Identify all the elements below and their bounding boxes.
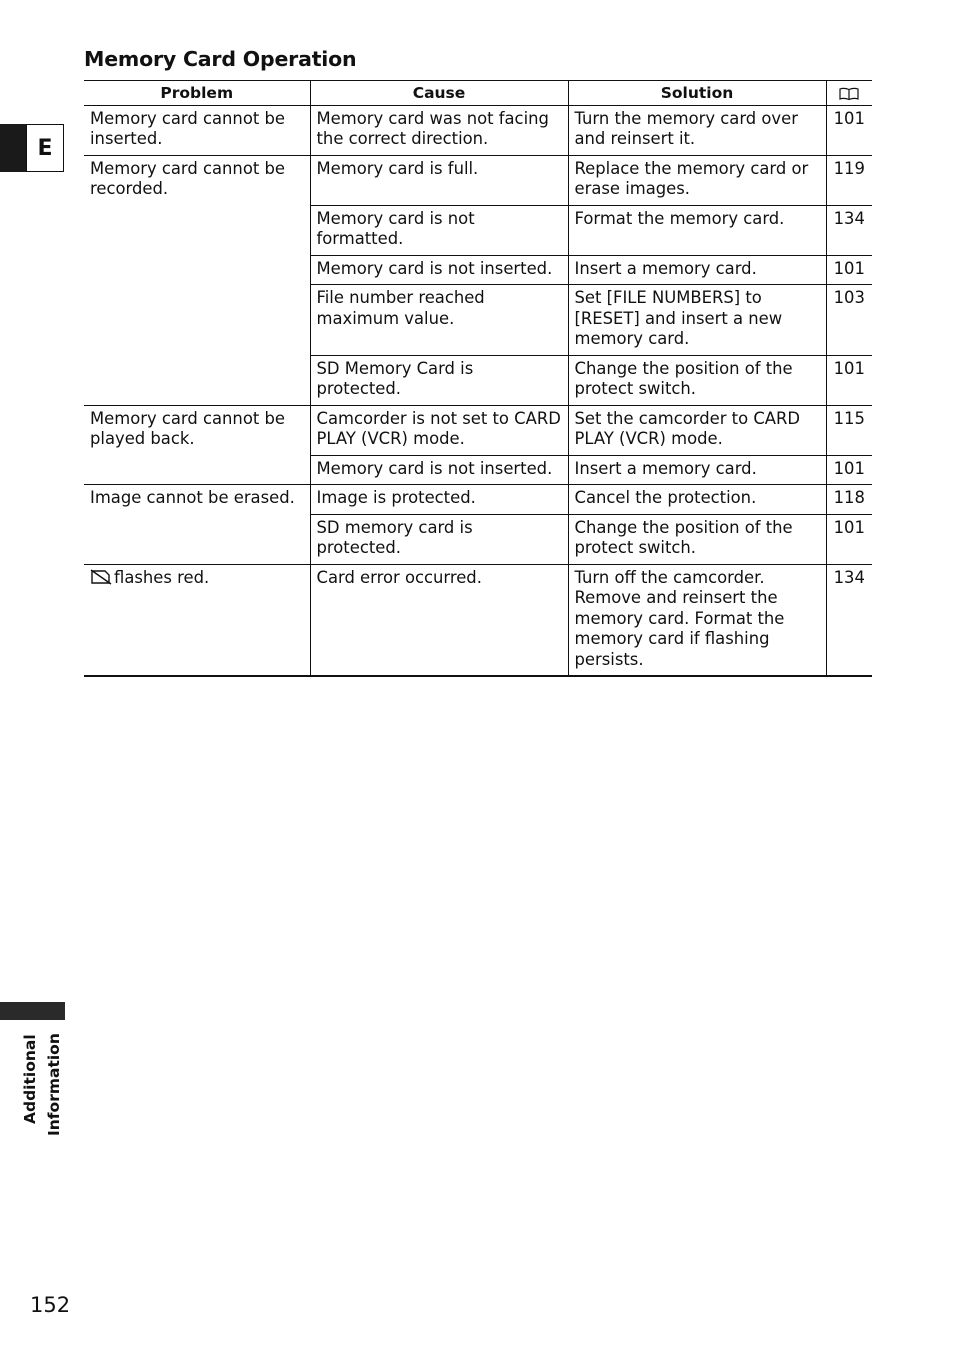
solution-cell: Replace the memory card or erase images.: [568, 155, 826, 205]
problem-cell: Memory card cannot be inserted.: [84, 105, 310, 155]
page-cell: 101: [826, 355, 872, 405]
header-problem: Problem: [84, 81, 310, 106]
page-cell: 115: [826, 405, 872, 455]
memory-card-icon: [90, 569, 112, 585]
cause-cell: Memory card was not facing the correct direction.: [310, 105, 568, 155]
page-cell: 101: [826, 514, 872, 564]
solution-cell: Insert a memory card.: [568, 455, 826, 485]
problem-cell: Memory card cannot be recorded.: [84, 155, 310, 405]
side-label-line2: Information: [45, 1033, 63, 1136]
cause-cell: Memory card is not inserted.: [310, 455, 568, 485]
problem-text: flashes red.: [114, 567, 210, 587]
cause-cell: Memory card is full.: [310, 155, 568, 205]
solution-cell: Change the position of the protect switch.: [568, 514, 826, 564]
problem-cell: [84, 564, 310, 676]
side-section-label: [22, 1030, 70, 1140]
cause-cell: File number reached maximum value.: [310, 285, 568, 356]
problem-cell: Memory card cannot be played back.: [84, 405, 310, 485]
cause-cell: Image is protected.: [310, 485, 568, 515]
page-number: 152: [30, 1293, 71, 1317]
header-solution: Solution: [568, 81, 826, 106]
table-row: [84, 564, 872, 676]
solution-cell: Set the camcorder to CARD PLAY (VCR) mode.: [568, 405, 826, 455]
book-icon: [839, 87, 859, 101]
page-cell: 101: [826, 455, 872, 485]
section-tab-bar: [0, 1002, 65, 1020]
solution-cell: Set [FILE NUMBERS] to [RESET] and insert a new memory card.: [568, 285, 826, 356]
header-page: [826, 81, 872, 106]
cause-cell: Memory card is not formatted.: [310, 205, 568, 255]
solution-cell: Insert a memory card.: [568, 255, 826, 285]
solution-cell: Cancel the protection.: [568, 485, 826, 515]
table-row: [84, 105, 872, 155]
section-title: Memory Card Operation: [84, 47, 357, 71]
page-cell: 119: [826, 155, 872, 205]
page-cell: 101: [826, 255, 872, 285]
page-cell: 134: [826, 564, 872, 676]
page-cell: 103: [826, 285, 872, 356]
cause-cell: SD Memory Card is protected.: [310, 355, 568, 405]
page-cell: 118: [826, 485, 872, 515]
cause-cell: Card error occurred.: [310, 564, 568, 676]
cause-cell: SD memory card is protected.: [310, 514, 568, 564]
table-row: [84, 405, 872, 455]
solution-cell: Format the memory card.: [568, 205, 826, 255]
solution-cell: Turn off the camcorder. Remove and reinsert the memory card. Format the memory card if flashing persists.: [568, 564, 826, 676]
page-cell: 134: [826, 205, 872, 255]
language-tab-marker: [0, 124, 26, 172]
table-row: [84, 155, 872, 205]
page-cell: 101: [826, 105, 872, 155]
solution-cell: Turn the memory card over and reinsert it.: [568, 105, 826, 155]
troubleshooting-table: [84, 80, 872, 677]
table-row: [84, 485, 872, 515]
header-cause: Cause: [310, 81, 568, 106]
side-label-line1: Additional: [21, 1034, 39, 1124]
cause-cell: Camcorder is not set to CARD PLAY (VCR) mode.: [310, 405, 568, 455]
cause-cell: Memory card is not inserted.: [310, 255, 568, 285]
table-header-row: [84, 81, 872, 106]
solution-cell: Change the position of the protect switch.: [568, 355, 826, 405]
language-tab: E: [26, 124, 64, 172]
problem-cell: Image cannot be erased.: [84, 485, 310, 565]
